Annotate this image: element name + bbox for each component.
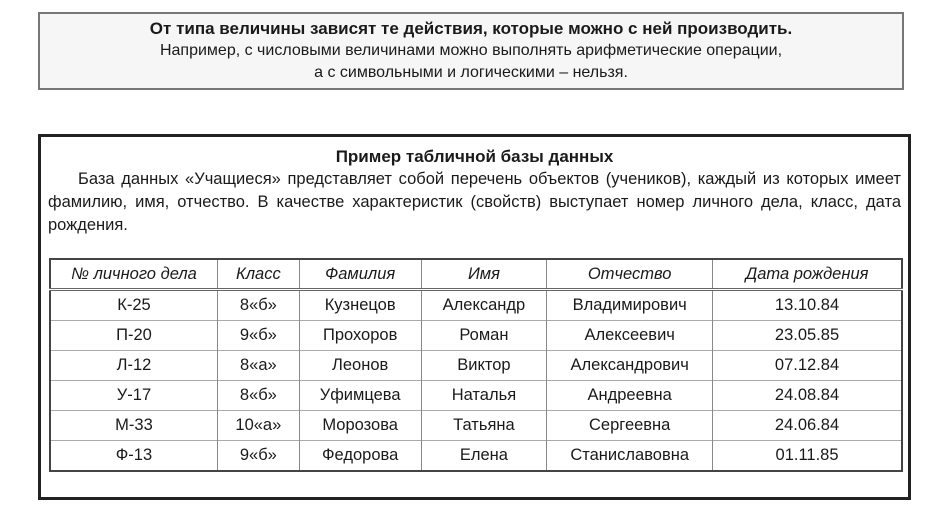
cell-patronymic: Алексеевич xyxy=(547,321,713,351)
cell-name: Наталья xyxy=(421,381,547,411)
cell-class: 9«б» xyxy=(217,321,299,351)
cell-surname: Уфимцева xyxy=(299,381,421,411)
table-header-row xyxy=(50,259,902,290)
cell-file-number: У-17 xyxy=(50,381,217,411)
example-title: Пример табличной базы данных xyxy=(335,147,614,166)
note-line-3: а с символьными и логическими – нельзя. xyxy=(314,64,628,81)
cell-surname: Федорова xyxy=(299,441,421,472)
cell-patronymic: Станиславовна xyxy=(547,441,713,472)
cell-birth-date: 23.05.85 xyxy=(713,321,902,351)
header-surname: Фамилия xyxy=(299,259,421,290)
cell-surname: Морозова xyxy=(299,411,421,441)
table-row xyxy=(50,351,902,381)
cell-name: Елена xyxy=(421,441,547,472)
header-patronymic: Отчество xyxy=(547,259,713,290)
table-row xyxy=(50,381,902,411)
cell-file-number: М-33 xyxy=(50,411,217,441)
cell-name: Александр xyxy=(421,290,547,321)
cell-birth-date: 13.10.84 xyxy=(713,290,902,321)
cell-patronymic: Сергеевна xyxy=(547,411,713,441)
note-line-1: От типа величины зависят те действия, которые можно с ней производить. xyxy=(149,19,793,38)
cell-birth-date: 07.12.84 xyxy=(713,351,902,381)
cell-patronymic: Андреевна xyxy=(547,381,713,411)
cell-class: 9«б» xyxy=(217,441,299,472)
example-paragraph: База данных «Учащиеся» представляет собой перечень объектов (учеников), каждый из которых имеет фамилию, имя, отчество. В качестве характеристик (свойств) выступает номер личного дела, класс, дата рождения. xyxy=(48,170,901,234)
cell-file-number: П-20 xyxy=(50,321,217,351)
table-row xyxy=(50,321,902,351)
cell-class: 10«а» xyxy=(217,411,299,441)
cell-class: 8«а» xyxy=(217,351,299,381)
cell-file-number: Л-12 xyxy=(50,351,217,381)
header-class: Класс xyxy=(217,259,299,290)
cell-name: Татьяна xyxy=(421,411,547,441)
header-birth-date: Дата рождения xyxy=(713,259,902,290)
example-box xyxy=(38,134,911,500)
cell-class: 8«б» xyxy=(217,381,299,411)
table-row xyxy=(50,290,902,321)
table-row xyxy=(50,411,902,441)
cell-file-number: Ф-13 xyxy=(50,441,217,472)
cell-birth-date: 24.06.84 xyxy=(713,411,902,441)
cell-class: 8«б» xyxy=(217,290,299,321)
cell-birth-date: 01.11.85 xyxy=(713,441,902,472)
cell-surname: Прохоров xyxy=(299,321,421,351)
note-box xyxy=(38,12,904,90)
cell-file-number: К-25 xyxy=(50,290,217,321)
table-row xyxy=(50,441,902,472)
students-table xyxy=(49,258,903,472)
cell-patronymic: Владимирович xyxy=(547,290,713,321)
cell-patronymic: Александрович xyxy=(547,351,713,381)
header-name: Имя xyxy=(421,259,547,290)
cell-surname: Леонов xyxy=(299,351,421,381)
cell-name: Роман xyxy=(421,321,547,351)
header-file-number: № личного дела xyxy=(50,259,217,290)
cell-name: Виктор xyxy=(421,351,547,381)
note-line-2: Например, с числовыми величинами можно выполнять арифметические операции, xyxy=(159,42,783,59)
cell-surname: Кузнецов xyxy=(299,290,421,321)
cell-birth-date: 24.08.84 xyxy=(713,381,902,411)
